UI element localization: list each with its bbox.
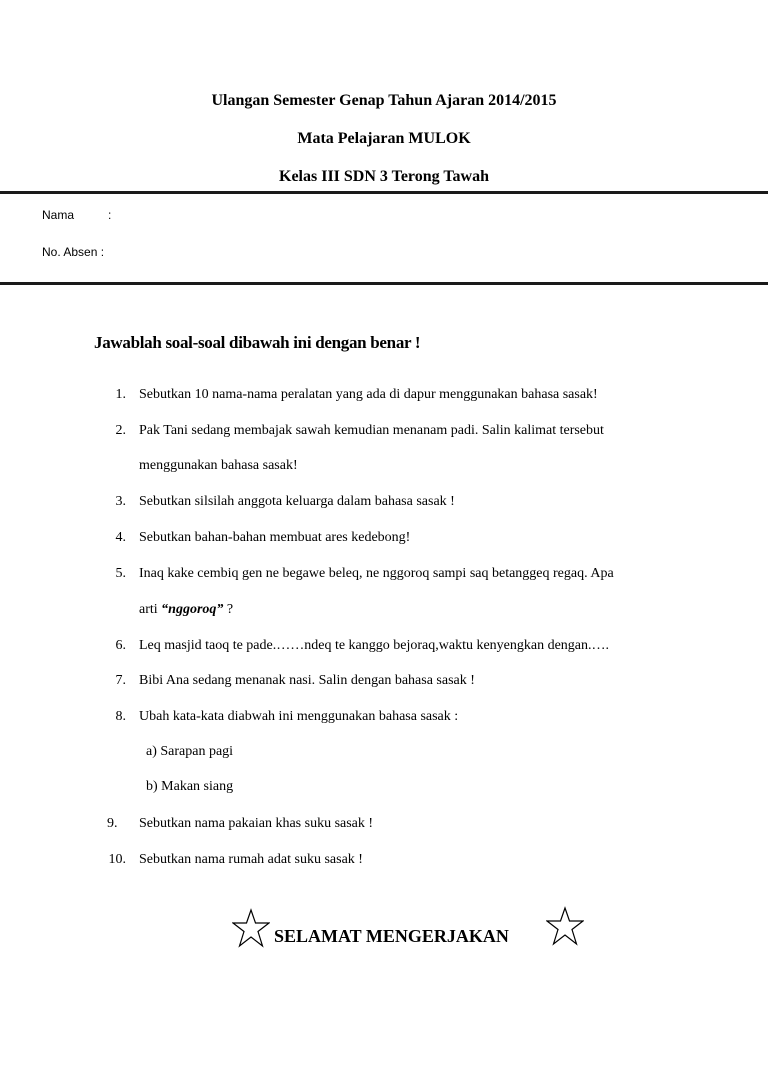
question-number: 1.: [115, 387, 126, 402]
question-text-prefix: arti: [139, 602, 162, 617]
question-text-continued: menggunakan bahasa sasak!: [139, 458, 298, 473]
sub-item: b) Makan siang: [146, 779, 234, 794]
instruction: Jawablah soal-soal dibawah ini dengan benar !: [94, 333, 421, 352]
question-text-continued: [139, 601, 233, 619]
question-text: Inaq kake cembiq gen ne begawe beleq, ne nggoroq sampi saq betanggeq regaq. Apa: [139, 566, 614, 581]
class-title: Kelas III SDN 3 Terong Tawah: [279, 168, 489, 185]
closing-banner: [232, 908, 592, 948]
question-number: 6.: [115, 638, 126, 653]
question-text: Ubah kata-kata diabwah ini menggunakan bahasa sasak :: [139, 709, 459, 724]
question-number: 8.: [115, 709, 126, 724]
question-text: Pak Tani sedang membajak sawah kemudian menanam padi. Salin kalimat tersebut: [139, 423, 604, 438]
question-number: 9.: [107, 816, 118, 831]
question-number: 5.: [115, 566, 126, 581]
question-text: Leq masjid taoq te pade.……ndeq te kanggo bejoraq,waktu kenyengkan dengan.….: [139, 638, 610, 653]
question-number: 7.: [115, 673, 126, 688]
subject-title: Mata Pelajaran MULOK: [297, 130, 471, 147]
star-left-icon: [232, 908, 270, 948]
question-text: Sebutkan 10 nama-nama peralatan yang ada di dapur menggunakan bahasa sasak!: [139, 387, 598, 402]
question-text: Sebutkan bahan-bahan membuat ares kedebong!: [139, 530, 411, 545]
question-text: Bibi Ana sedang menanak nasi. Salin dengan bahasa sasak !: [139, 673, 475, 688]
exam-title: Ulangan Semester Genap Tahun Ajaran 2014/2015: [211, 92, 557, 109]
question-text: Sebutkan nama pakaian khas suku sasak !: [139, 816, 374, 831]
question-number: 4.: [115, 530, 126, 545]
absen-label: No. Absen :: [42, 245, 105, 259]
emphasized-term: “nggoroq”: [161, 602, 224, 617]
star-right-icon: [546, 906, 584, 946]
question-number: 3.: [115, 494, 126, 509]
question-number: 2.: [115, 423, 126, 438]
question-text-suffix: ?: [223, 602, 234, 617]
sub-item: a) Sarapan pagi: [146, 744, 234, 759]
nama-label: Nama: [42, 208, 75, 222]
question-text: Sebutkan nama rumah adat suku sasak !: [139, 852, 363, 867]
question-text: Sebutkan silsilah anggota keluarga dalam bahasa sasak !: [139, 494, 455, 509]
question-number: 10.: [108, 852, 126, 867]
top-divider: [0, 191, 768, 194]
closing-text: SELAMAT MENGERJAKAN: [274, 926, 509, 946]
bottom-divider: [0, 282, 768, 285]
nama-colon: :: [108, 208, 112, 222]
